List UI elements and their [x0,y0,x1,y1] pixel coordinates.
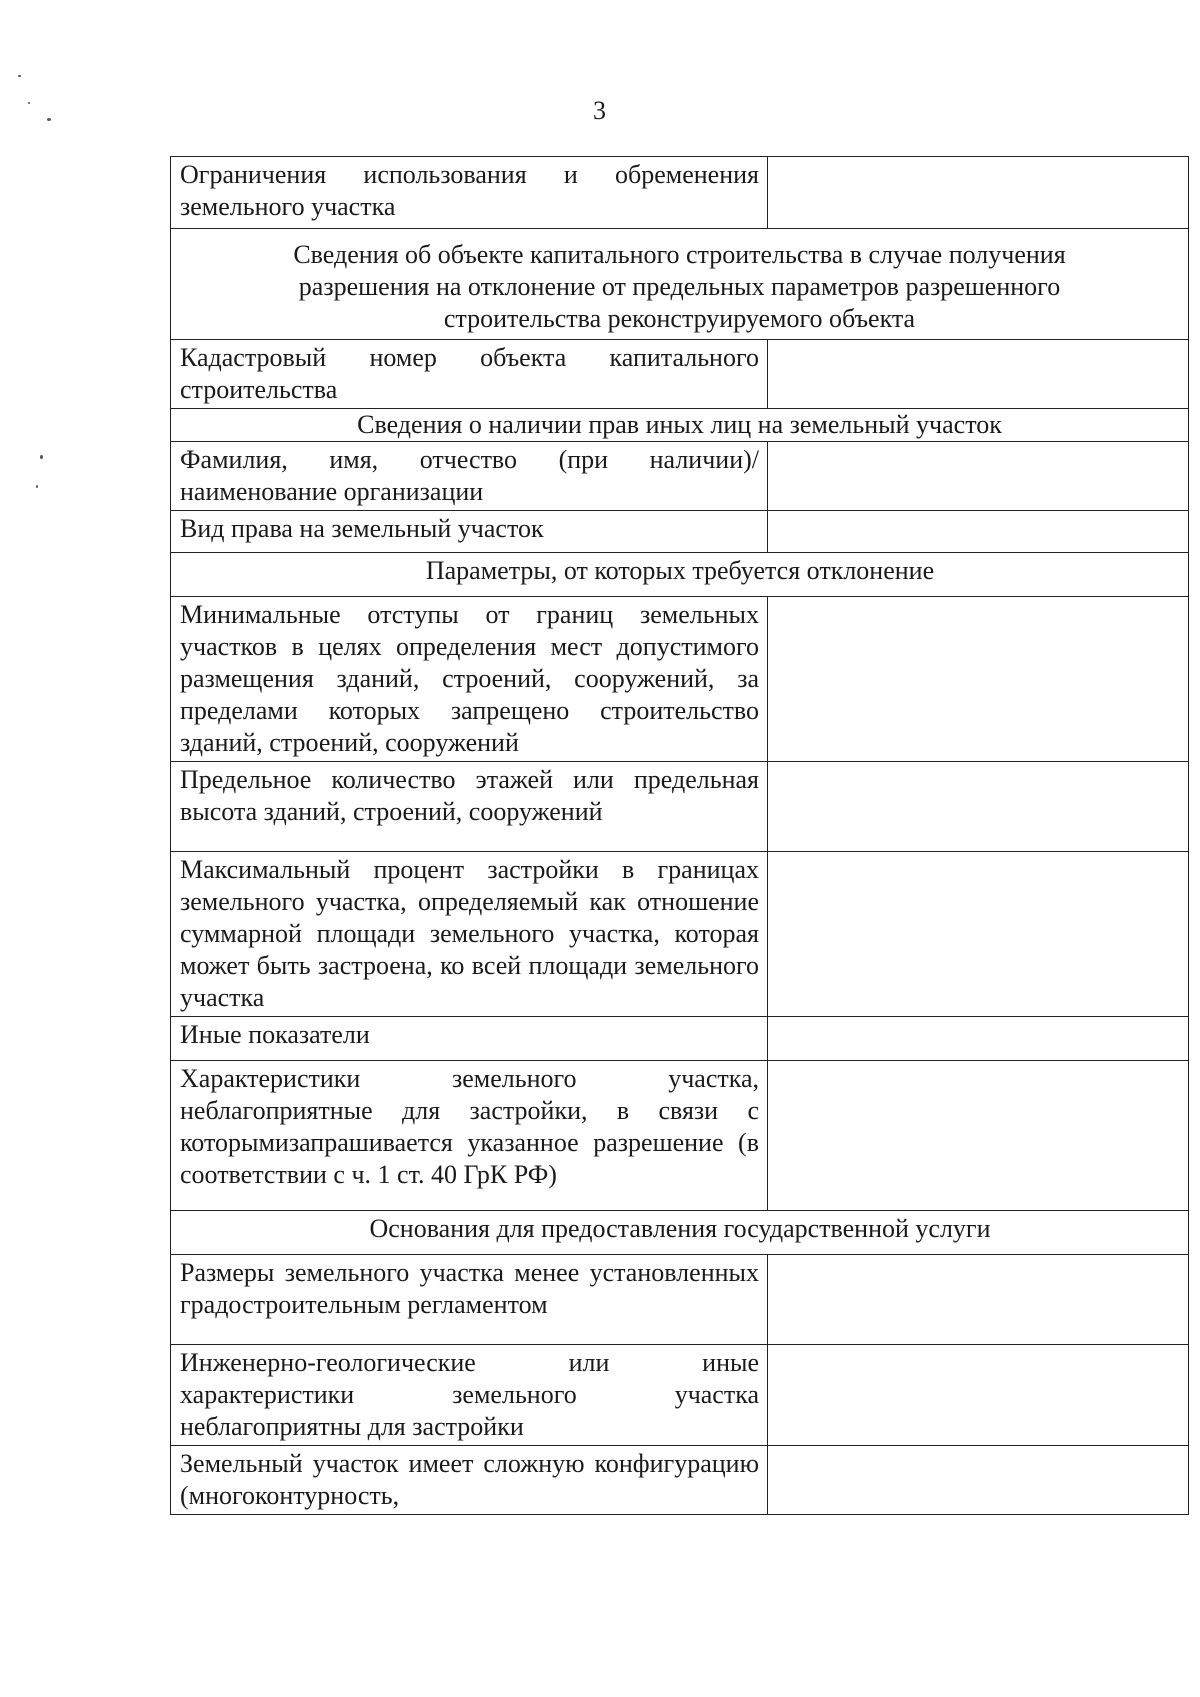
field-label-right-type: Вид права на земельный участок [171,511,768,553]
table-row [171,1017,1189,1061]
application-form-table [170,156,1189,1515]
field-value-geological[interactable] [768,1345,1189,1446]
section-row [171,553,1189,597]
table-row [171,1345,1189,1446]
scan-speck [40,455,43,459]
field-label-geological: Инженерно-геологические или иные характеристики земельного участка неблагоприятны для застройки [171,1345,768,1446]
table-row [171,442,1189,511]
field-value-unfavorable-characteristics[interactable] [768,1061,1189,1211]
scan-speck [47,118,51,121]
section-heading-deviation-parameters: Параметры, от которых требуется отклонение [171,553,1189,597]
section-row [171,1211,1189,1255]
field-value-right-type[interactable] [768,511,1189,553]
field-label-min-setbacks: Минимальные отступы от границ земельных участков в целях определения мест допустимого размещения зданий, строений, сооружений, за пределами которых запрещено строительство зданий, строений, сооружений [171,597,768,762]
table-row [171,762,1189,852]
table-row [171,597,1189,762]
table-row [171,1255,1189,1345]
table-row [171,1061,1189,1211]
field-value-other-indicators[interactable] [768,1017,1189,1061]
scan-speck [36,485,38,488]
field-label-restrictions: Ограничения использования и обременения земельного участка [171,157,768,229]
section-heading-grounds: Основания для предоставления государственной услуги [171,1211,1189,1255]
field-label-full-name: Фамилия, имя, отчество (при наличии)/наименование организации [171,442,768,511]
field-value-plot-size[interactable] [768,1255,1189,1345]
field-label-plot-size: Размеры земельного участка менее установленных градостроительным регламентом [171,1255,768,1345]
section-row [171,409,1189,442]
table-row [171,511,1189,553]
table-row [171,852,1189,1017]
field-value-max-floors[interactable] [768,762,1189,852]
table-row [171,1446,1189,1515]
field-value-cadastral-number[interactable] [768,340,1189,409]
field-label-complex-configuration: Земельный участок имеет сложную конфигурацию (многоконтурность, [171,1446,768,1515]
table-row [171,157,1189,229]
field-value-max-coverage[interactable] [768,852,1189,1017]
section-row [171,229,1189,340]
section-heading-capital-object: Сведения об объекте капитального строительства в случае получения разрешения на отклонение от предельных параметров разрешенного строительства реконструируемого объекта [171,229,1189,340]
field-label-max-coverage: Максимальный процент застройки в границах земельного участка, определяемый как отношение суммарной площади земельного участка, которая может быть застроена, ко всей площади земельного участка [171,852,768,1017]
field-value-restrictions[interactable] [768,157,1189,229]
section-heading-third-party-rights: Сведения о наличии прав иных лиц на земельный участок [171,409,1189,442]
field-value-full-name[interactable] [768,442,1189,511]
scan-speck [28,102,30,104]
table-row [171,340,1189,409]
page-number: 3 [593,96,607,125]
scan-speck [18,75,21,77]
field-value-complex-configuration[interactable] [768,1446,1189,1515]
field-label-max-floors: Предельное количество этажей или предельная высота зданий, строений, сооружений [171,762,768,852]
field-label-cadastral-number: Кадастровый номер объекта капитального строительства [171,340,768,409]
field-value-min-setbacks[interactable] [768,597,1189,762]
field-label-unfavorable-characteristics: Характеристики земельного участка, неблагоприятные для застройки, в связи с которымизапрашивается указанное разрешение (в соответствии с ч. 1 ст. 40 ГрК РФ) [171,1061,768,1211]
field-label-other-indicators: Иные показатели [171,1017,768,1061]
